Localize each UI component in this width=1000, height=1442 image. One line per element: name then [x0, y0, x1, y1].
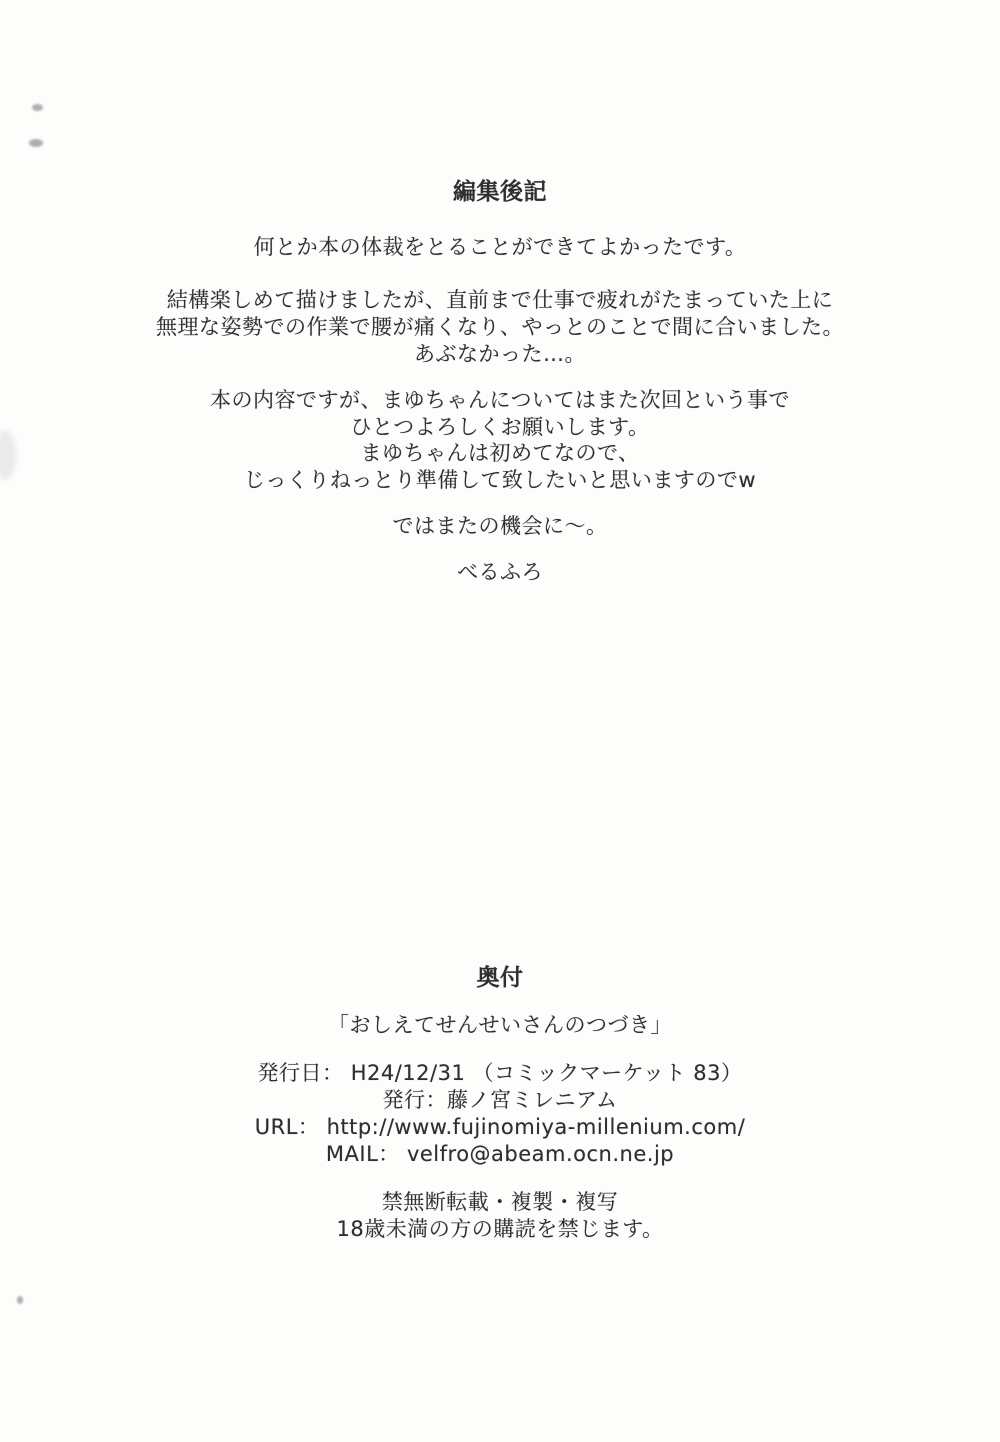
afterword-signature: べるふろ: [457, 560, 543, 584]
afterword-closing: ではまたの機会に～。: [392, 514, 608, 538]
afterword-para2-line2: 無理な姿勢での作業で腰が痛くなり、やっとのことで間に合いました。: [156, 315, 844, 339]
afterword-para3-line1: 本の内容ですが、まゆちゃんについてはまた次回という事で: [209, 388, 791, 412]
afterword-title: 編集後記: [453, 179, 547, 205]
afterword-para2-line1: 結構楽しめて描けましたが、直前まで仕事で疲れがたまっていた上に: [166, 288, 834, 312]
afterword-para3-line2: ひとつよろしくお願いします。: [350, 415, 650, 439]
book-title: 「おしえてせんせいさんのつづき」: [328, 1013, 672, 1037]
publish-date-line: 発行日： H24/12/31 （コミックマーケット 83）: [257, 1061, 743, 1085]
url-line: URL： http://www.fujinomiya-millenium.com/: [254, 1115, 746, 1139]
scan-speck: [29, 139, 43, 147]
publisher-line: 発行：藤ノ宮ミレニアム: [382, 1088, 618, 1112]
scan-speck: [32, 104, 43, 111]
mail-line: MAIL： velfro@abeam.ocn.ne.jp: [325, 1142, 675, 1166]
afterword-para3-line3: まゆちゃんは初めてなので、: [360, 441, 640, 465]
scan-speck: [17, 1296, 23, 1304]
afterword-para2-line3: あぶなかった…。: [414, 342, 586, 366]
notice-line-2: 18歳未満の方の購読を禁じます。: [336, 1217, 664, 1241]
afterword-para3-line4: じっくりねっとり準備して致したいと思いますのでw: [243, 468, 757, 492]
notice-line-1: 禁無断転載・複製・複写: [381, 1190, 619, 1214]
colophon-title: 奥付: [476, 965, 524, 991]
afterword-para1-line1: 何とか本の体裁をとることができてよかったです。: [253, 235, 747, 259]
